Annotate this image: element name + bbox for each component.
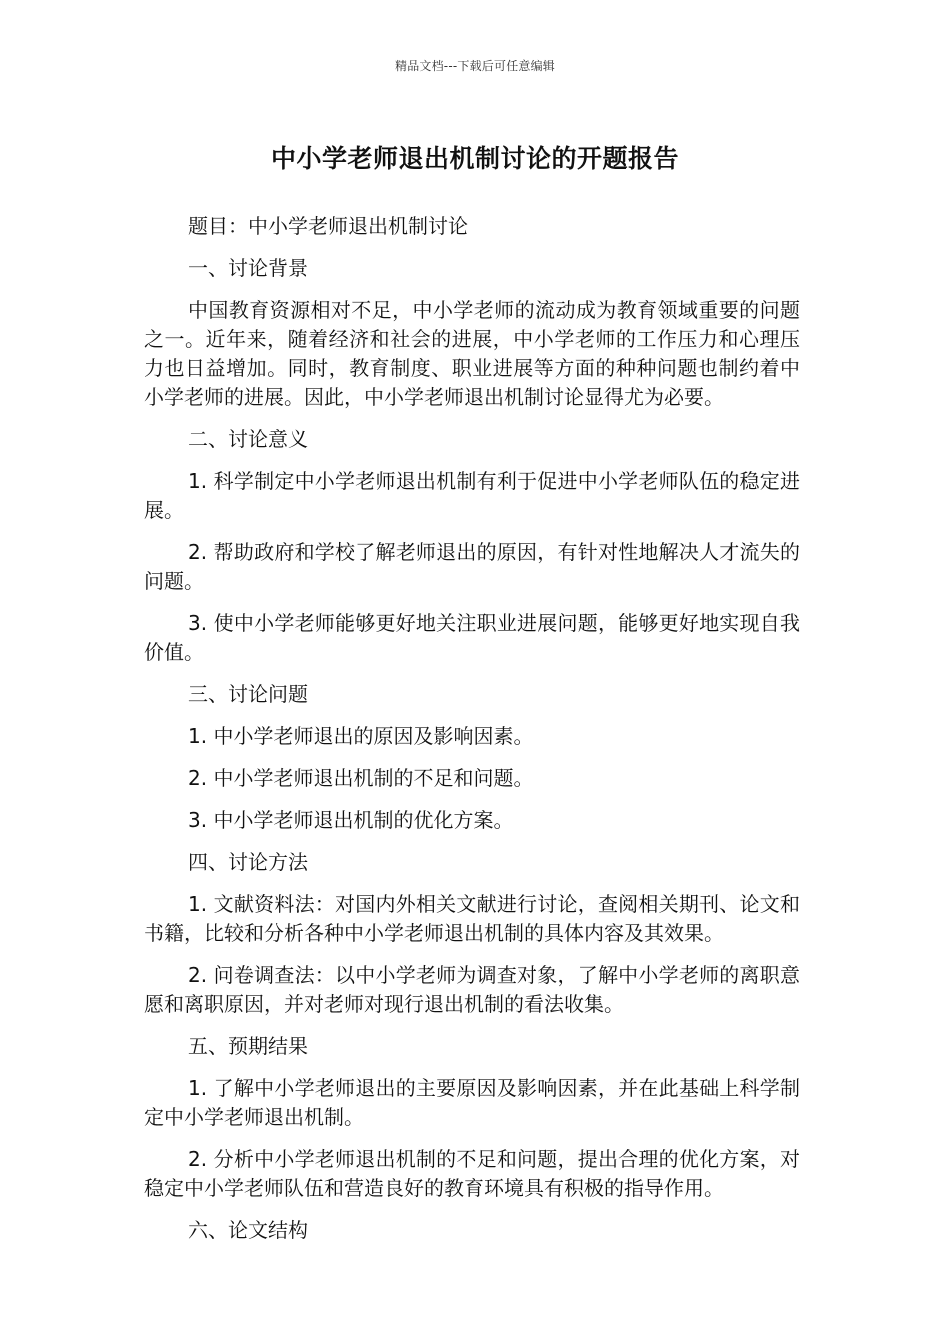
heading-structure: 六、论文结构 <box>188 1218 308 1242</box>
question-item-1: 1. 中小学老师退出的原因及影响因素。 <box>188 724 534 748</box>
header-note: 精品文档---下载后可任意编辑 <box>395 59 555 73</box>
question-item-3: 3. 中小学老师退出机制的优化方案。 <box>188 808 514 832</box>
document-body <box>144 212 800 1245</box>
question-item-2: 2. 中小学老师退出机制的不足和问题。 <box>188 766 534 790</box>
heading-methods: 四、讨论方法 <box>188 850 308 874</box>
heading-expected-results: 五、预期结果 <box>188 1034 308 1058</box>
paragraph-background: 中国教育资源相对不足，中小学老师的流动成为教育领域重要的问题之一。近年来，随着经济和社会的进展，中小学老师的工作压力和心理压力也日益增加。同时，教育制度、职业进展等方面的种种问题也制约着中小学老师的进展。因此，中小学老师退出机制讨论显得尤为必要。 <box>144 298 800 409</box>
result-item-1: 1. 了解中小学老师退出的主要原因及影响因素，并在此基础上科学制定中小学老师退出机制。 <box>144 1076 800 1129</box>
document-title: 中小学老师退出机制讨论的开题报告 <box>270 144 679 173</box>
significance-item-3: 3. 使中小学老师能够更好地关注职业进展问题，能够更好地实现自我价值。 <box>144 611 800 664</box>
method-item-2: 2. 问卷调查法：以中小学老师为调查对象，了解中小学老师的离职意愿和离职原因，并对老师对现行退出机制的看法收集。 <box>144 963 800 1016</box>
heading-background: 一、讨论背景 <box>188 256 308 280</box>
significance-item-1: 1. 科学制定中小学老师退出机制有利于促进中小学老师队伍的稳定进展。 <box>144 469 800 522</box>
method-item-1: 1. 文献资料法：对国内外相关文献进行讨论，查阅相关期刊、论文和书籍，比较和分析各种中小学老师退出机制的具体内容及其效果。 <box>144 892 800 945</box>
result-item-2: 2. 分析中小学老师退出机制的不足和问题，提出合理的优化方案，对稳定中小学老师队伍和营造良好的教育环境具有积极的指导作用。 <box>144 1147 800 1200</box>
paragraph-topic: 题目：中小学老师退出机制讨论 <box>188 214 468 238</box>
heading-questions: 三、讨论问题 <box>188 682 308 706</box>
significance-item-2: 2. 帮助政府和学校了解老师退出的原因，有针对性地解决人才流失的问题。 <box>144 540 800 593</box>
heading-significance: 二、讨论意义 <box>188 427 308 451</box>
